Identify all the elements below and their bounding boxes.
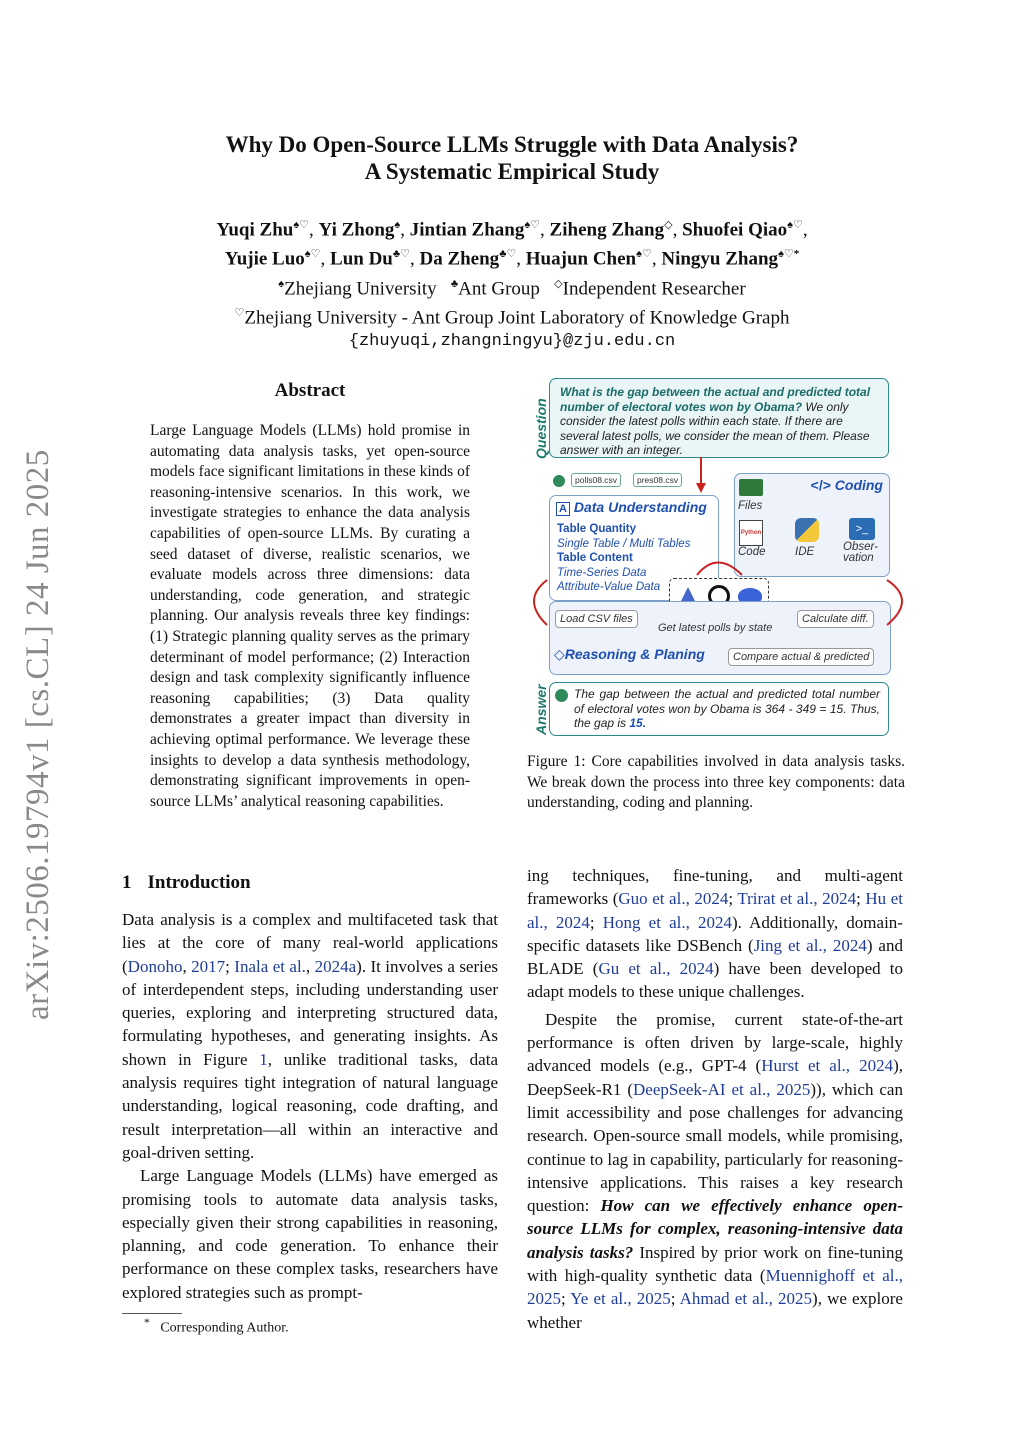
- abstract-body: Large Language Models (LLMs) hold promise in automating data analysis tasks, yet open-source models face significant limitations in these kinds of reasoning-intensive scenarios. In this work, we investigate strategies to enhance the data analysis capabilities of open-source LLMs. By curating a seed dataset of diverse, realistic scenarios, we evaluate models across three dimensions: data understanding, code generation, and strategic planning. Our analysis reveals three key findings: (1) Strategic planning quality serves as the primary determinant of model performance; (2) Interaction design and task complexity significantly influence reasoning capabilities; (3) Data quality demonstrates a greater impact than diversity in achieving optimal performance. We leverage these insights to develop a data synthesis methodology, demonstrating significant improvements in open-source LLMs’ analytical reasoning capabilities.: [150, 422, 470, 810]
- code-label: Code: [738, 546, 766, 558]
- author-mark: ♠♡: [304, 248, 321, 261]
- affil-mark: ♡: [234, 306, 245, 319]
- affil-mark: ♠: [278, 277, 285, 290]
- section-title: Introduction: [147, 872, 251, 893]
- citation[interactable]: Muennighoff et al., 2025: [527, 1266, 903, 1309]
- csv-file-pres: pres08.csv: [633, 473, 682, 487]
- author-mark: ♠♡*: [778, 248, 800, 261]
- terminal-icon: >_: [849, 518, 875, 540]
- table-icon: A: [556, 502, 570, 516]
- intro-paragraph-2-cont: ing techniques, fine-tuning, and multi-agent frameworks (Guo et al., 2024; Trirat et al., 2024; Hu et al., 2024; Hong et al., 2024). Additionally, domain-specific datasets like DSBench (Jing et al., 2024) and BLADE (Gu et al., 2024) have been developed to adapt models to these unique challenges.: [527, 866, 903, 1002]
- plan-step-compare: Compare actual & predicted: [728, 648, 874, 666]
- du-item: Time-Series Data: [557, 566, 647, 579]
- author-line-1: Yuqi Zhu♠♡, Yi Zhong♠, Jintian Zhang♠♡, Ziheng Zhang◇, Shuofei Qiao♠♡,: [216, 219, 808, 241]
- python-ide-icon: [795, 518, 819, 542]
- arrow-head: [696, 483, 706, 493]
- affil-mark: ♣: [450, 277, 459, 290]
- answer-text: The gap between the actual and predicted total number of electoral votes won by Obama is 364 - 349 = 15. Thus, the gap is: [574, 687, 880, 731]
- data-understanding-title: Data Understanding: [573, 499, 707, 515]
- coding-title: Coding: [834, 477, 883, 493]
- citation[interactable]: Donoho: [127, 956, 183, 976]
- author-mark: ♠: [394, 219, 401, 231]
- author-name: Jintian Zhang: [409, 219, 525, 241]
- answer-text-block: [574, 687, 880, 731]
- citation[interactable]: DeepSeek-AI et al., 2025: [633, 1079, 811, 1099]
- planning-title: Reasoning & Planing: [564, 646, 705, 662]
- files-label: Files: [738, 500, 763, 512]
- section-heading: [122, 872, 251, 894]
- title-line-2: A Systematic Empirical Study: [364, 159, 660, 184]
- author-mark: ♠♡: [787, 219, 803, 231]
- citation[interactable]: 2024a: [314, 956, 357, 976]
- question-bold: What is the gap between the actual and predicted total number of electoral votes won by Obama?: [560, 385, 871, 414]
- ide-label: IDE: [795, 546, 815, 558]
- plan-step-calc: Calculate diff.: [797, 610, 874, 628]
- du-item: Attribute-Value Data: [557, 581, 661, 593]
- coding-box: [734, 473, 890, 577]
- email: {zhuyuqi,zhangningyu}@zju.edu.cn: [348, 332, 676, 352]
- code-icon: </>: [810, 477, 831, 493]
- du-item: Table Quantity: [557, 523, 637, 535]
- question-label: Question: [533, 398, 549, 459]
- author-line-2: Yujie Luo♠♡, Lun Du♣♡, Da Zheng♣♡, Huajun Chen♠♡, Ningyu Zhang♠♡*: [224, 248, 800, 270]
- author-mark: ♠♡: [293, 219, 310, 231]
- figure-reference[interactable]: 1: [259, 1049, 268, 1069]
- author-mark: ♣♡: [499, 248, 517, 261]
- author-name: Da Zheng: [419, 248, 500, 270]
- citation[interactable]: Inala et al.: [234, 956, 306, 976]
- chat-icon: [553, 475, 565, 487]
- question-rest: We only consider the latest polls within each state. If there are several latest polls, we consider the mean of them. Please answer with an integer.: [560, 399, 870, 458]
- author-name: Ziheng Zhang: [549, 219, 665, 241]
- footnote-mark: *: [144, 1316, 150, 1329]
- author-mark: ◇: [664, 219, 673, 231]
- citation[interactable]: Ye et al., 2025: [570, 1289, 671, 1309]
- author-block: [0, 213, 1024, 354]
- joint-lab-line: [0, 301, 1024, 330]
- arxiv-identifier: arXiv:2506.19794v1 [cs.CL] 24 Jun 2025: [20, 449, 56, 1020]
- csv-file-polls: polls08.csv: [571, 473, 621, 487]
- du-item: Single Table / Multi Tables: [557, 537, 691, 550]
- plan-step-load: Load CSV files: [555, 610, 638, 628]
- check-icon: [555, 689, 568, 702]
- folder-icon: [739, 479, 763, 496]
- author-mark: ♠♡: [636, 248, 652, 261]
- affiliation-independent: Independent Researcher: [562, 277, 746, 299]
- answer-box: [549, 682, 889, 736]
- section-number: 1: [122, 872, 132, 893]
- python-file-icon: Python: [739, 520, 763, 546]
- citation[interactable]: Guo et al., 2024: [618, 889, 729, 909]
- author-name: Shuofei Qiao: [682, 219, 788, 241]
- planning-icon: ◇: [554, 646, 565, 662]
- affiliation-joint-lab: Zhejiang University - Ant Group Joint Laboratory of Knowledge Graph: [244, 307, 790, 329]
- citation[interactable]: Gu et al., 2024: [598, 959, 714, 979]
- abstract-heading: Abstract: [274, 380, 346, 401]
- citation[interactable]: Hurst et al., 2024: [761, 1056, 894, 1076]
- author-name: Yi Zhong: [318, 219, 395, 241]
- planning-box: [549, 601, 891, 675]
- intro-paragraph-1: Data analysis is a complex and multifaceted task that lies at the core of many real-world applications (Donoho, 2017; Inala et al., 2024a). It involves a series of interdependent steps, including understanding user queries, exploring and interpreting structured data, formulating hypotheses, and generating insights. As shown in Figure 1, unlike traditional tasks, data analysis requires tight integration of natural language understanding, logical reasoning, code drafting, and result interpretation—all within an interactive and goal-driven setting.: [122, 910, 499, 1162]
- author-name: Ningyu Zhang: [661, 248, 779, 270]
- citation[interactable]: Trirat et al., 2024: [737, 889, 857, 909]
- affiliation-ant: Ant Group: [458, 277, 540, 299]
- author-name: Huajun Chen: [525, 248, 637, 270]
- citation[interactable]: Hong et al., 2024: [602, 912, 732, 932]
- citation[interactable]: Hu et al., 2024: [527, 889, 903, 932]
- arrow-loop-left: [534, 580, 547, 625]
- author-mark: ♣♡: [392, 248, 410, 261]
- citation[interactable]: Ahmad et al., 2025: [679, 1289, 813, 1309]
- citation[interactable]: Jing et al., 2024: [753, 935, 867, 955]
- intro-paragraph-2: Large Language Models (LLMs) have emerged as promising tools to automate data analysis tasks, especially given their strong capabilities in reasoning, planning, and code generation. To enhance their performance on these complex tasks, researchers have explored strategies such as prompt-: [122, 1166, 498, 1302]
- affil-mark: ◇: [554, 277, 563, 290]
- figure-caption: Figure 1: Core capabilities involved in data analysis tasks. We break down the process into three key components: data understanding, coding and planning.: [527, 753, 905, 812]
- footnote: [144, 1316, 289, 1337]
- question-text: [560, 385, 880, 458]
- plan-step-latest: Get latest polls by state: [658, 622, 773, 634]
- answer-label: Answer: [533, 684, 549, 735]
- intro-paragraph-3: Despite the promise, current state-of-the-art performance is often driven by large-scale, highly advanced models (e.g., GPT-4 (Hurst et al., 2024), DeepSeek-R1 (DeepSeek-AI et al., 2025)), which can limit accessibility and pose challenges for advancing research. Open-source small models, while promising, continue to lag in capability, particularly for reasoning-intensive applications. This raises a key research question: How can we effectively enhance open-source LLMs for complex, reasoning-intensive data analysis tasks? Inspired by prior work on fine-tuning with high-quality synthetic data (Muennighoff et al., 2025; Ye et al., 2025; Ahmad et al., 2025), we explore whether: [527, 1009, 903, 1332]
- question-box: [549, 378, 889, 458]
- affiliation-zju: Zhejiang University: [284, 277, 437, 299]
- affiliations-line: [0, 272, 1024, 301]
- title-line-1: Why Do Open-Source LLMs Struggle with Data Analysis?: [225, 132, 799, 157]
- author-name: Yuqi Zhu: [216, 219, 294, 241]
- citation[interactable]: 2017: [191, 956, 226, 976]
- intro-left-column: [122, 908, 498, 1304]
- figure-1: [527, 375, 905, 735]
- answer-value: 15.: [629, 716, 647, 731]
- du-item: Table Content: [557, 552, 633, 564]
- author-name: Yujie Luo: [224, 248, 305, 270]
- author-mark: ♠♡: [524, 219, 541, 231]
- author-name: Lun Du: [330, 248, 393, 270]
- intro-right-column: [527, 864, 903, 1334]
- paper-title: [0, 131, 1024, 185]
- observation-label: Obser-vation: [843, 541, 878, 564]
- footnote-text: Corresponding Author.: [160, 1320, 289, 1336]
